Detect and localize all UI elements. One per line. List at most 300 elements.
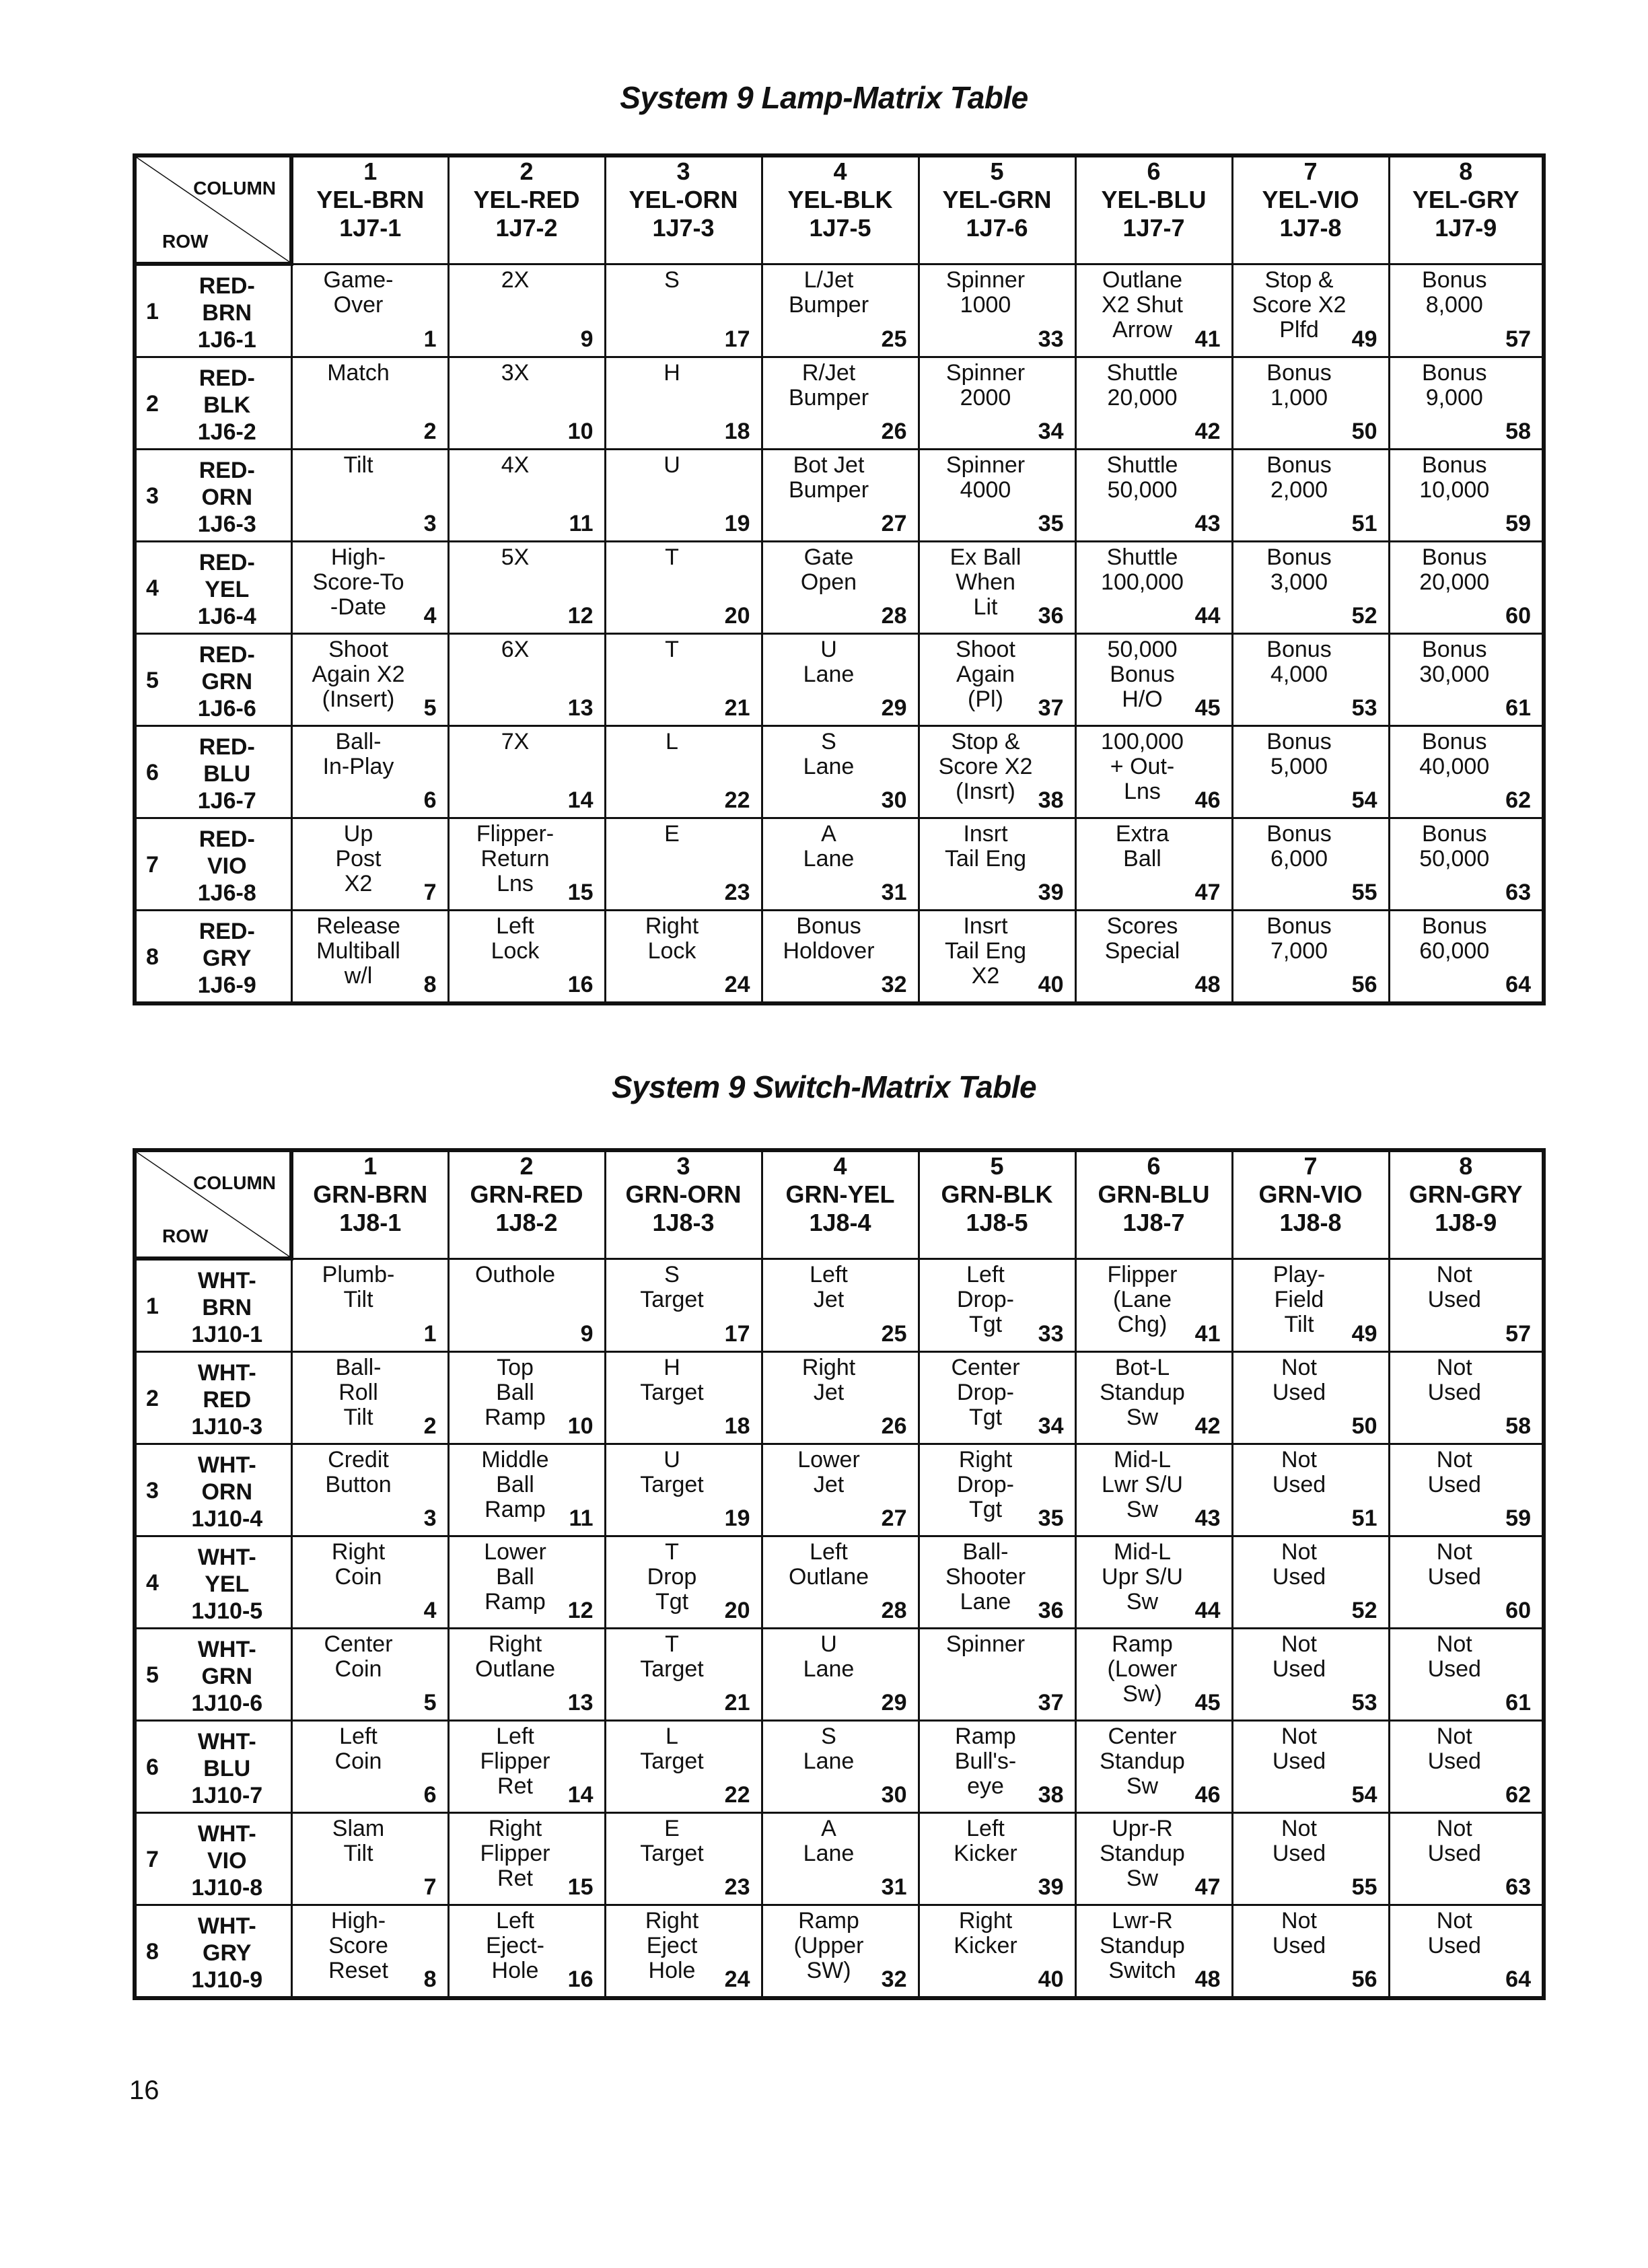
cell-number: 32	[881, 972, 907, 997]
cell-number: 46	[1194, 1782, 1221, 1808]
cell-number: 51	[1351, 1505, 1377, 1531]
row-number: 6	[146, 1755, 159, 1780]
corner-cell	[135, 155, 291, 264]
matrix-row	[135, 1536, 1544, 1629]
row-line1: WHT-	[197, 1913, 256, 1939]
matrix-cell	[291, 818, 448, 911]
row-number: 3	[146, 1478, 159, 1503]
matrix-cell	[1075, 264, 1232, 357]
matrix-row	[135, 542, 1544, 634]
cell-label: Right Outlane	[474, 1631, 556, 1682]
cell-number: 35	[1038, 1505, 1064, 1531]
matrix-cell	[1075, 818, 1232, 911]
cell-label: E Target	[640, 1816, 704, 1866]
matrix-cell	[605, 818, 762, 911]
matrix-cell	[1075, 357, 1232, 450]
matrix-cell	[762, 1352, 919, 1444]
column-header	[1389, 1150, 1544, 1259]
matrix-row	[135, 726, 1544, 818]
cell-label: High- Score Reset	[328, 1908, 388, 1983]
cell-number: 1	[423, 1321, 437, 1347]
cell-label: Spinner 2000	[945, 360, 1026, 411]
cell-label: Insrt Tail Eng X2	[945, 913, 1026, 989]
matrix-cell	[448, 818, 605, 911]
row-wire-lines	[137, 734, 291, 814]
cell-label: Shuttle 20,000	[1106, 360, 1178, 411]
cell-label: Bot Jet Bumper	[788, 452, 869, 503]
column-pin: 1J7-9	[1435, 214, 1497, 242]
row-pin: 1J10-3	[191, 1414, 263, 1440]
row-header	[135, 726, 291, 818]
matrix-cell	[919, 264, 1075, 357]
row-line2: ORN	[201, 1479, 253, 1505]
row-line1: RED-	[199, 273, 255, 299]
cell-number: 18	[724, 1413, 750, 1439]
cell-number: 32	[881, 1966, 907, 1992]
row-header	[135, 264, 291, 357]
cell-label: T Target	[640, 1631, 704, 1682]
row-wire-lines	[137, 1913, 291, 1993]
matrix-cell	[762, 634, 919, 726]
cell-number: 43	[1194, 1505, 1221, 1531]
row-line2: YEL	[205, 577, 250, 602]
row-pin: 1J10-4	[191, 1506, 263, 1532]
row-pin: 1J10-1	[191, 1322, 263, 1347]
row-pin: 1J10-9	[191, 1967, 263, 1993]
matrix-cell	[605, 1813, 762, 1905]
matrix-cell	[762, 1721, 919, 1813]
row-line2: BRN	[202, 1295, 252, 1320]
cell-label: Spinner 4000	[945, 452, 1026, 503]
cell-label: Bonus 2,000	[1266, 452, 1332, 503]
matrix-cell	[919, 726, 1075, 818]
cell-label: Left Eject- Hole	[486, 1908, 544, 1983]
cell-number: 25	[881, 326, 907, 352]
cell-label: Mid-L Upr S/U Sw	[1102, 1539, 1183, 1615]
cell-label: Ball- Shooter Lane	[945, 1539, 1026, 1615]
column-num: 4	[833, 1152, 847, 1180]
matrix-cell	[1232, 634, 1389, 726]
matrix-cell	[1389, 1352, 1544, 1444]
column-wire: GRN-BLK	[941, 1180, 1053, 1208]
column-num: 2	[520, 157, 534, 185]
matrix-cell	[1075, 1813, 1232, 1905]
matrix-cell	[605, 357, 762, 450]
cell-number: 24	[724, 1966, 750, 1992]
matrix-cell	[762, 542, 919, 634]
matrix-cell	[1232, 818, 1389, 911]
matrix-cell	[1075, 911, 1232, 1004]
row-line1: RED-	[199, 365, 255, 391]
cell-number: 63	[1505, 880, 1531, 905]
matrix-cell	[1389, 1629, 1544, 1721]
matrix-cell	[448, 1813, 605, 1905]
cell-label: H	[664, 360, 680, 386]
row-number: 4	[146, 1570, 159, 1596]
row-line1: RED-	[199, 458, 255, 483]
cell-label: Not Used	[1272, 1816, 1326, 1866]
cell-label: Left Jet	[810, 1261, 848, 1312]
switch-matrix-table	[133, 1148, 1546, 2000]
matrix-cell	[448, 1444, 605, 1536]
cell-label: Bonus 5,000	[1266, 729, 1332, 779]
row-wire-lines	[137, 273, 291, 353]
matrix-cell	[1232, 1629, 1389, 1721]
matrix-cell	[1389, 1721, 1544, 1813]
matrix-cell	[291, 634, 448, 726]
cell-number: 42	[1194, 1413, 1221, 1439]
cell-number: 13	[567, 695, 594, 721]
matrix-cell	[1389, 1444, 1544, 1536]
matrix-row	[135, 450, 1544, 542]
cell-label: Not Used	[1272, 1539, 1326, 1590]
matrix-row	[135, 634, 1544, 726]
row-number: 5	[146, 668, 159, 693]
cell-number: 16	[567, 972, 594, 997]
matrix-cell	[1389, 542, 1544, 634]
cell-number: 45	[1194, 1690, 1221, 1715]
matrix-cell	[762, 1629, 919, 1721]
cell-number: 38	[1038, 1782, 1064, 1808]
matrix-cell	[605, 1444, 762, 1536]
column-wire: GRN-GRY	[1408, 1180, 1523, 1208]
matrix-row	[135, 1721, 1544, 1813]
column-num: 6	[1147, 1152, 1161, 1180]
row-line1: WHT-	[197, 1452, 256, 1478]
matrix-cell	[1075, 726, 1232, 818]
row-header	[135, 1813, 291, 1905]
cell-label: Bonus 9,000	[1422, 360, 1487, 411]
matrix-cell	[1389, 1905, 1544, 1999]
matrix-cell	[605, 911, 762, 1004]
row-line2: YEL	[205, 1571, 250, 1597]
column-pin: 1J8-4	[809, 1209, 871, 1236]
column-pin: 1J7-1	[339, 214, 402, 242]
cell-label: Ramp (Upper SW)	[793, 1908, 864, 1983]
cell-number: 5	[423, 695, 437, 721]
matrix-cell	[1232, 1352, 1389, 1444]
matrix-cell	[605, 264, 762, 357]
cell-label: Bonus 30,000	[1419, 637, 1490, 687]
matrix-cell	[291, 726, 448, 818]
header-row	[135, 1150, 1544, 1259]
cell-number: 40	[1038, 1966, 1064, 1992]
cell-label: Spinner	[945, 1631, 1026, 1657]
row-pin: 1J10-7	[191, 1783, 263, 1808]
matrix-cell	[919, 1721, 1075, 1813]
cell-label: 6X	[501, 637, 530, 662]
matrix-cell	[919, 634, 1075, 726]
column-pin: 1J7-7	[1122, 214, 1185, 242]
cell-label: Bonus 1,000	[1266, 360, 1332, 411]
column-header	[605, 155, 762, 264]
column-header	[448, 155, 605, 264]
row-wire-lines	[137, 1636, 291, 1717]
cell-label: High- Score-To -Date	[312, 544, 404, 620]
cell-number: 57	[1505, 1321, 1531, 1347]
row-line2: VIO	[207, 853, 247, 879]
row-wire-lines	[137, 365, 291, 446]
row-line2: BRN	[202, 300, 252, 326]
cell-label: Right Jet	[801, 1355, 856, 1405]
row-pin: 1J6-6	[197, 696, 256, 721]
row-line1: WHT-	[197, 1545, 256, 1570]
matrix-cell	[291, 1721, 448, 1813]
cell-number: 34	[1038, 1413, 1064, 1439]
cell-label: Lower Ball Ramp	[484, 1539, 546, 1615]
cell-number: 41	[1194, 1321, 1221, 1347]
column-num: 5	[990, 1152, 1004, 1180]
row-line1: WHT-	[197, 1360, 256, 1386]
page-number: 16	[129, 2076, 159, 2105]
matrix-cell	[605, 726, 762, 818]
matrix-cell	[1389, 264, 1544, 357]
matrix-cell	[762, 357, 919, 450]
cell-number: 53	[1351, 1690, 1377, 1715]
cell-label: Not Used	[1427, 1447, 1481, 1497]
row-header	[135, 1905, 291, 1999]
cell-number: 6	[423, 787, 437, 813]
cell-label: A Lane	[803, 1816, 855, 1866]
cell-label: Flipper- Return Lns	[476, 821, 554, 896]
cell-number: 55	[1351, 880, 1377, 905]
matrix-cell	[1232, 1259, 1389, 1352]
cell-label: Not Used	[1427, 1631, 1481, 1682]
cell-number: 16	[567, 1966, 594, 1992]
matrix-cell	[291, 1813, 448, 1905]
matrix-cell	[762, 1813, 919, 1905]
cell-number: 20	[724, 1598, 750, 1623]
column-num: 5	[990, 157, 1004, 185]
cell-label: Bonus 7,000	[1266, 913, 1332, 964]
corner-cell	[135, 1150, 291, 1259]
cell-label: Bonus Holdover	[783, 913, 875, 964]
cell-number: 50	[1351, 1413, 1377, 1439]
column-wire: GRN-BRN	[313, 1180, 428, 1208]
cell-number: 43	[1194, 511, 1221, 536]
column-pin: 1J8-7	[1122, 1209, 1185, 1236]
row-header	[135, 1444, 291, 1536]
cell-number: 56	[1351, 972, 1377, 997]
matrix-cell	[919, 1905, 1075, 1999]
cell-label: Left Outlane	[788, 1539, 869, 1590]
cell-label: Scores Special	[1104, 913, 1180, 964]
matrix-row	[135, 1259, 1544, 1352]
cell-number: 23	[724, 1874, 750, 1900]
cell-number: 37	[1038, 1690, 1064, 1715]
column-wire: YEL-ORN	[629, 186, 738, 213]
column-wire: YEL-GRN	[942, 186, 1052, 213]
cell-number: 23	[724, 880, 750, 905]
cell-label: Ex Ball When Lit	[950, 544, 1022, 620]
cell-label: Right Lock	[645, 913, 699, 964]
column-wire: GRN-RED	[470, 1180, 583, 1208]
row-header	[135, 634, 291, 726]
matrix-row	[135, 1813, 1544, 1905]
row-header	[135, 1352, 291, 1444]
cell-number: 36	[1038, 603, 1064, 629]
cell-label: Left Flipper Ret	[480, 1724, 550, 1799]
column-header	[919, 155, 1075, 264]
cell-label: Shuttle 100,000	[1101, 544, 1184, 595]
column-header	[1075, 155, 1232, 264]
column-pin: 1J8-9	[1435, 1209, 1497, 1236]
cell-number: 24	[724, 972, 750, 997]
row-wire-lines	[137, 1267, 291, 1348]
column-pin: 1J8-2	[495, 1209, 558, 1236]
cell-label: T	[665, 544, 679, 570]
cell-number: 60	[1505, 603, 1531, 629]
column-header	[762, 155, 919, 264]
matrix-cell	[919, 818, 1075, 911]
cell-label: Left Drop- Tgt	[956, 1261, 1015, 1337]
cell-number: 10	[567, 419, 594, 444]
cell-number: 29	[881, 1690, 907, 1715]
cell-number: 60	[1505, 1598, 1531, 1623]
cell-label: 50,000 Bonus H/O	[1107, 637, 1178, 712]
matrix-cell	[448, 634, 605, 726]
switch-matrix-title: System 9 Switch-Matrix Table	[611, 1069, 1037, 1104]
column-wire: GRN-YEL	[785, 1180, 895, 1208]
cell-number: 41	[1194, 326, 1221, 352]
cell-number: 21	[724, 695, 750, 721]
matrix-cell	[291, 1352, 448, 1444]
cell-number: 27	[881, 511, 907, 536]
column-num: 2	[520, 1152, 534, 1180]
cell-label: Bonus 40,000	[1419, 729, 1490, 779]
cell-label: Insrt Tail Eng	[945, 821, 1026, 872]
cell-number: 46	[1194, 787, 1221, 813]
matrix-cell	[1389, 357, 1544, 450]
column-header	[291, 1150, 448, 1259]
row-line1: WHT-	[197, 1821, 256, 1847]
cell-number: 17	[724, 326, 750, 352]
cell-label: Spinner 1000	[945, 267, 1026, 318]
cell-label: 2X	[501, 267, 530, 293]
column-pin: 1J8-8	[1279, 1209, 1342, 1236]
matrix-cell	[1075, 1352, 1232, 1444]
row-pin: 1J6-3	[197, 511, 256, 537]
row-number: 8	[146, 944, 159, 970]
cell-number: 7	[423, 880, 437, 905]
cell-number: 5	[423, 1690, 437, 1715]
row-wire-lines	[137, 918, 291, 999]
cell-number: 19	[724, 511, 750, 536]
matrix-cell	[919, 542, 1075, 634]
column-wire: GRN-ORN	[625, 1180, 742, 1208]
matrix-cell	[919, 450, 1075, 542]
cell-label: S Target	[640, 1261, 704, 1312]
row-line1: WHT-	[197, 1268, 256, 1294]
column-header	[291, 155, 448, 264]
cell-number: 38	[1038, 787, 1064, 813]
cell-number: 51	[1351, 511, 1377, 536]
cell-number: 3	[423, 1505, 437, 1531]
cell-label: Right Flipper Ret	[480, 1816, 550, 1891]
matrix-cell	[448, 911, 605, 1004]
cell-label: Ball- In-Play	[322, 729, 394, 779]
matrix-row	[135, 1629, 1544, 1721]
column-wire: YEL-VIO	[1262, 186, 1359, 213]
cell-number: 14	[567, 1782, 594, 1808]
row-line1: RED-	[199, 919, 255, 944]
matrix-cell	[1389, 726, 1544, 818]
cell-number: 1	[423, 326, 437, 352]
cell-number: 11	[569, 511, 594, 536]
cell-label: Extra Ball	[1115, 821, 1170, 872]
cell-number: 48	[1194, 1966, 1221, 1992]
cell-label: Not Used	[1272, 1355, 1326, 1405]
row-line1: WHT-	[197, 1637, 256, 1662]
cell-label: Not Used	[1427, 1539, 1481, 1590]
cell-number: 58	[1505, 419, 1531, 444]
row-number: 8	[146, 1939, 159, 1964]
row-header	[135, 1259, 291, 1352]
matrix-cell	[762, 450, 919, 542]
cell-label: Right Drop- Tgt	[956, 1447, 1015, 1522]
row-line2: GRY	[203, 1940, 252, 1966]
cell-label: Bonus 8,000	[1422, 267, 1487, 318]
cell-number: 36	[1038, 1598, 1064, 1623]
matrix-cell	[291, 1536, 448, 1629]
column-wire: GRN-VIO	[1258, 1180, 1363, 1208]
row-header	[135, 1629, 291, 1721]
matrix-cell	[919, 1536, 1075, 1629]
cell-label: Upr-R Standup Sw	[1100, 1816, 1185, 1891]
cell-number: 8	[423, 1966, 437, 1992]
matrix-cell	[1232, 726, 1389, 818]
cell-number: 17	[724, 1321, 750, 1347]
cell-number: 3	[423, 511, 437, 536]
cell-label: 3X	[501, 360, 530, 386]
cell-label: Not Used	[1427, 1908, 1481, 1958]
cell-label: S	[664, 267, 680, 293]
cell-number: 63	[1505, 1874, 1531, 1900]
column-wire: YEL-BLU	[1101, 186, 1207, 213]
cell-number: 44	[1194, 1598, 1221, 1623]
row-line1: RED-	[199, 826, 255, 852]
matrix-cell	[605, 634, 762, 726]
matrix-cell	[291, 911, 448, 1004]
cell-number: 49	[1351, 1321, 1377, 1347]
column-header	[1232, 155, 1389, 264]
cell-number: 18	[724, 419, 750, 444]
cell-label: S Lane	[803, 1724, 855, 1774]
matrix-cell	[1075, 1905, 1232, 1999]
lamp-matrix-title: System 9 Lamp-Matrix Table	[620, 80, 1028, 115]
cell-number: 7	[423, 1874, 437, 1900]
cell-number: 56	[1351, 1966, 1377, 1992]
row-pin: 1J10-8	[191, 1875, 263, 1901]
cell-label: Play- Field Tilt	[1273, 1261, 1326, 1337]
cell-number: 9	[580, 326, 594, 352]
column-num: 3	[676, 1152, 690, 1180]
cell-number: 28	[881, 1598, 907, 1623]
cell-label: Up Post X2	[335, 821, 382, 896]
row-wire-lines	[137, 549, 291, 630]
cell-label: Not Used	[1272, 1724, 1326, 1774]
cell-number: 47	[1194, 1874, 1221, 1900]
cell-label: Gate Open	[800, 544, 857, 595]
column-wire: YEL-GRY	[1412, 186, 1519, 213]
matrix-cell	[291, 542, 448, 634]
matrix-row	[135, 818, 1544, 911]
cell-label: Tilt	[343, 452, 373, 478]
matrix-cell	[291, 1905, 448, 1999]
row-line2: BLU	[203, 1756, 251, 1781]
column-wire: YEL-BRN	[316, 186, 425, 213]
matrix-cell	[919, 1813, 1075, 1905]
